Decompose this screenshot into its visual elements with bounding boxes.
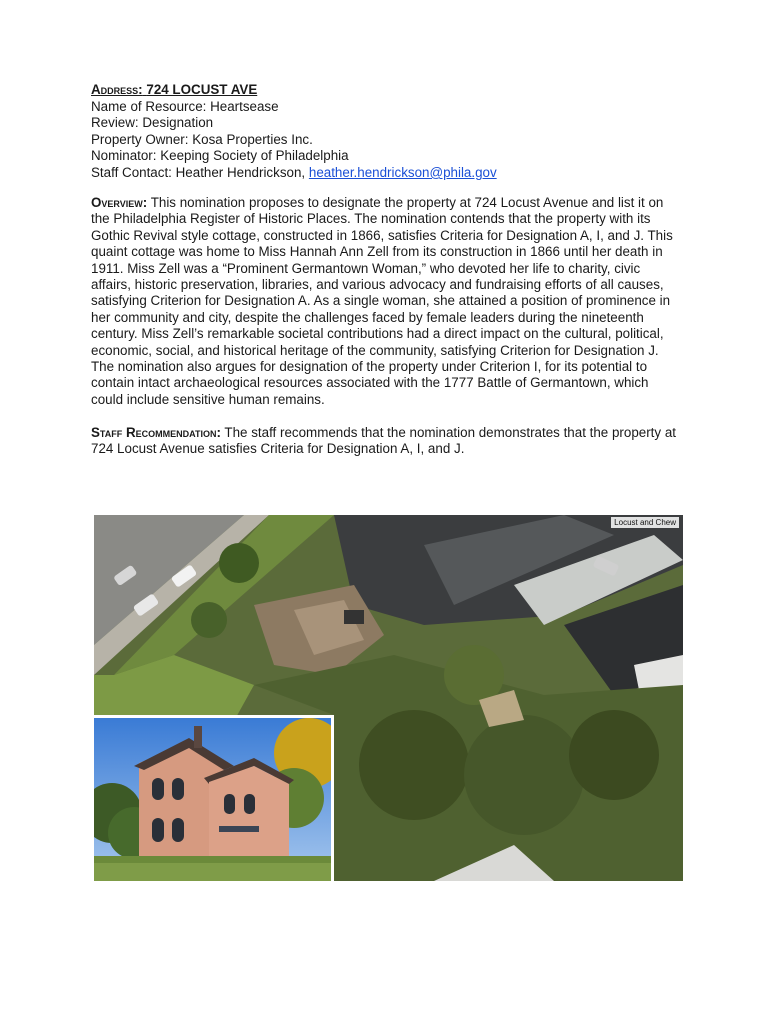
house-icon bbox=[94, 718, 331, 881]
nominator-value: Keeping Society of Philadelphia bbox=[160, 148, 349, 164]
staff-email-link[interactable]: heather.hendrickson@phila.gov bbox=[308, 164, 497, 180]
staff-label: Staff Contact: bbox=[91, 164, 172, 180]
house-photo bbox=[94, 715, 334, 881]
property-header bbox=[91, 82, 691, 182]
overview-paragraph bbox=[91, 195, 681, 408]
owner-label: Property Owner: bbox=[91, 131, 189, 147]
owner-line bbox=[91, 132, 691, 149]
nominator-label: Nominator: bbox=[91, 148, 157, 164]
recommendation-label: Staff Recommendation: bbox=[91, 425, 221, 440]
recommendation-paragraph bbox=[91, 425, 681, 458]
owner-value: Kosa Properties Inc. bbox=[192, 131, 313, 147]
staff-value: Heather Hendrickson, bbox=[175, 164, 306, 180]
property-photos bbox=[94, 515, 683, 881]
resource-line bbox=[91, 99, 691, 116]
recommendation-text: The staff recommends that the nomination demonstrates that the property at 724 Locust Avenue satisfies Criteria for Designation A, I, and J. bbox=[91, 425, 676, 457]
resource-label: Name of Resource: bbox=[91, 98, 207, 114]
aerial-map-label: Locust and Chew bbox=[611, 517, 679, 528]
overview-text: This nomination proposes to designate the property at 724 Locust Avenue and list it on the Philadelphia Register of Historic Places. The nomination contends that the property with its Gothic Revival style cottage, constructed in 1866, satisfies Criteria for Designation A, I, and J. This quaint cottage was home to Miss Hannah Ann Zell from its construction in 1866 until her death in 1911. Miss Zell was a “Prominent Germantown Woman,” who devoted her life to charity, civic affairs, historic preservation, libraries, and various advocacy and fundraising efforts of all causes, satisfying Criterion for Designation A. As a single woman, she attained a position of prominence in her community and city, despite the challenges faced by female leaders during the nineteenth century. Miss Zell’s remarkable societal contributions had a direct impact on the cultural, political, economic, social, and historical heritage of the community, satisfying Criterion for Designation J. The nomination also argues for designation of the property under Criterion I, for its potential to contain intact archaeological resources associated with the 1777 Battle of Germantown, which could include sensitive human remains. bbox=[91, 195, 673, 407]
address-value: 724 LOCUST AVE bbox=[146, 82, 258, 97]
nominator-line bbox=[91, 148, 691, 165]
address-label: Address: bbox=[91, 82, 143, 97]
review-label: Review: bbox=[91, 115, 139, 131]
review-value: Designation bbox=[142, 115, 214, 131]
staff-contact-line bbox=[91, 165, 691, 182]
address-line bbox=[91, 82, 691, 99]
review-line bbox=[91, 115, 691, 132]
overview-label: Overview: bbox=[91, 195, 148, 210]
resource-value: Heartsease bbox=[210, 98, 279, 114]
